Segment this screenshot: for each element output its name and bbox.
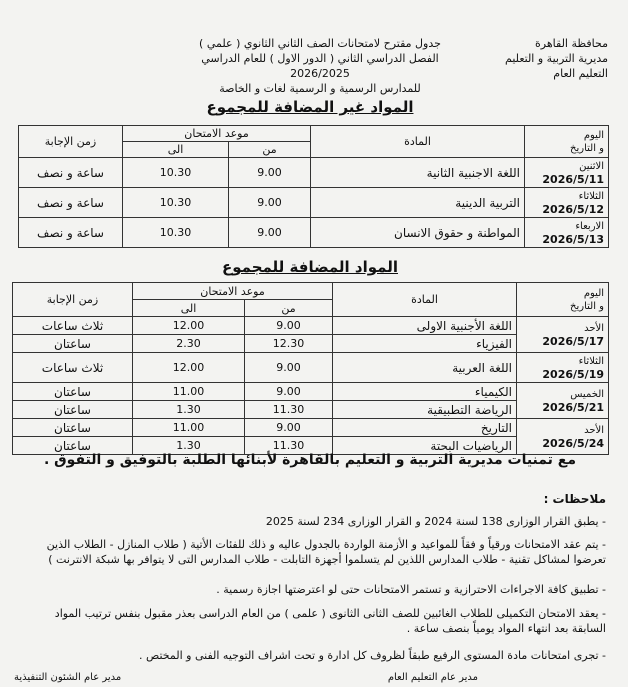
- section1-title: المواد غير المضافة للمجموع: [206, 98, 414, 116]
- subject-header: المادة: [311, 126, 525, 158]
- document-title: جدول مقترح لامتحانات الصف الثاني الثانوي ( علمي ): [199, 37, 441, 50]
- table-row: الأحد 2026/5/24 التاريخ 9.00 11.00 ساعتان: [13, 419, 609, 437]
- section1-table: [18, 125, 609, 248]
- note-item: - يعقد الامتحان التكميلى للطلاب الغائبين للصف الثانى الثانوى ( علمى ) من العام الدراسى بعذر مقبول بنفس ترتيب المواد السابقة بعد انتهاء المواد يومياً بنصف ساعة .: [54, 607, 606, 635]
- directorate: مديرية التربية و التعليم: [505, 52, 608, 65]
- table-row: الاثنين 2026/5/11 اللغة الاجنبية الثانية 9.00 10.30 ساعة و نصف: [19, 158, 609, 188]
- table-row: الثلاثاء 2026/5/19 اللغة العربية 9.00 12.00 ثلاث ساعات: [13, 353, 609, 383]
- table-row: الفيزياء 12.30 2.30 ساعتان: [13, 335, 609, 353]
- note-item: - يتم عقد الامتحانات ورقياً و فقاً للمواعيد و الأزمنة الواردة بالجدول عاليه و ذلك للفئات الأتية ( طلاب المنازل - الطلاب الذين تعرضوا لمشاكل تقنية - طلاب المدارس اللذين لم يتسلموا أجهزة التابلت - طلاب المدارس التى لا يتوافر بها شبكة الانترنت ): [46, 538, 606, 566]
- table-row: الرياضة التطبيقية 11.30 1.30 ساعتان: [13, 401, 609, 419]
- exam-time-header: موعد الامتحان: [123, 126, 311, 142]
- wish-line: مع تمنيات مديرية التربية و التعليم بالقاهرة لأبنائها الطلبة بالتوفيق و التفوق .: [43, 452, 577, 468]
- day-date-header: اليوم و التاريخ: [525, 126, 609, 158]
- notes-title: ملاحظات :: [543, 492, 606, 506]
- header-authority: [418, 36, 608, 81]
- section2-table: [12, 282, 609, 455]
- from-header: من: [229, 142, 311, 158]
- duration-header-2: زمن الإجابة: [13, 283, 133, 317]
- signature-left: مدير عام الشئون التنفيذية: [14, 672, 122, 683]
- signature-right: مدير عام التعليم العام: [387, 672, 478, 683]
- duration-header: زمن الإجابة: [19, 126, 123, 158]
- note-item: - تجرى امتحانات مادة المستوى الرفيع طبقاً لظروف كل ادارة و تحت اشراف التوجيه الفنى و المختص .: [139, 649, 606, 662]
- table-row: الخميس 2026/5/21 الكيمياء 9.00 11.00 ساعتان: [13, 383, 609, 401]
- to-header-2: الى: [133, 300, 245, 317]
- to-header: الى: [123, 142, 229, 158]
- table-row: الأحد 2026/5/17 اللغة الأجنبية الاولى 9.00 12.00 ثلاث ساعات: [13, 317, 609, 335]
- header-title-block: [195, 36, 445, 96]
- table-row: الثلاثاء 2026/5/12 التربية الدينية 9.00 10.30 ساعة و نصف: [19, 188, 609, 218]
- governorate: محافظة القاهرة: [535, 37, 608, 50]
- schools-line: للمدارس الرسمية و الرسمية لغات و الخاصة: [219, 82, 421, 95]
- exam-time-header-2: موعد الامتحان: [133, 283, 333, 300]
- from-header-2: من: [245, 300, 333, 317]
- note-item: - تطبيق كافة الاجراءات الاحترازية و تستمر الامتحانات حتى لو اعترضتها اجازة رسمية .: [216, 583, 606, 596]
- day-date-header-2: اليوم و التاريخ: [517, 283, 609, 317]
- table-row: الاربعاء 2026/5/13 المواطنة و حقوق الانسان 9.00 10.30 ساعة و نصف: [19, 218, 609, 248]
- table-row: الرياضيات البحتة 11.30 1.30 ساعتان: [13, 437, 609, 455]
- subject-header-2: المادة: [333, 283, 517, 317]
- note-item: - يطبق القرار الوزارى 138 لسنة 2024 و القرار الوزارى 234 لسنة 2025: [265, 515, 606, 528]
- general-education: التعليم العام: [553, 67, 608, 80]
- term-line: الفصل الدراسي الثاني ( الدور الاول ) للعام الدراسي 2026/2025: [201, 52, 439, 80]
- section2-title: المواد المضافة للمجموع: [221, 258, 398, 276]
